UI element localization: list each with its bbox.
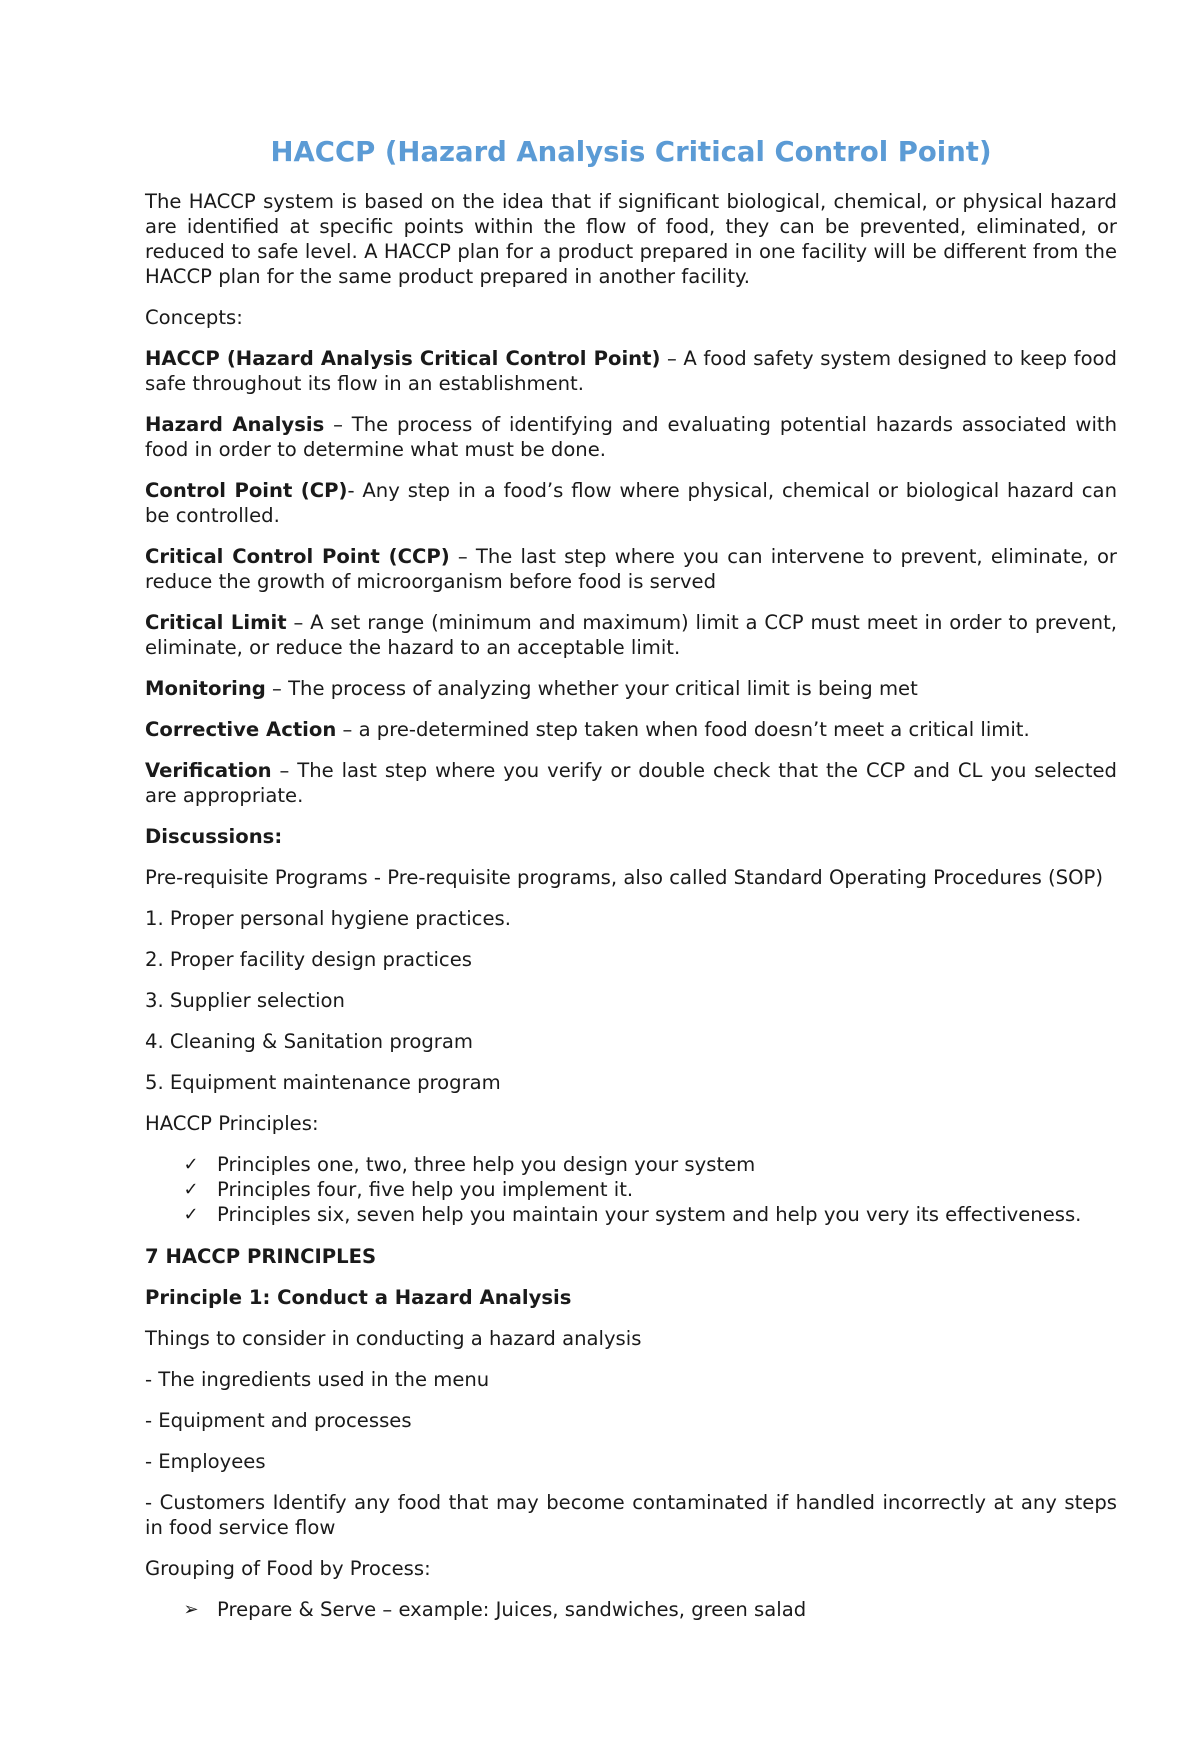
customers-paragraph: - Customers Identify any food that may become contaminated if handled incorrectly at any steps in food service flow — [145, 1491, 1117, 1539]
prerequisite-item: 3. Supplier selection — [145, 989, 345, 1012]
concept-term: Control Point (CP) — [145, 479, 348, 502]
discussions-heading: Discussions: — [145, 825, 283, 848]
concept-definition: – The process of analyzing whether your critical limit is being met — [265, 677, 918, 700]
concept-definition: – The last step where you verify or double check that the CCP and CL you selected are appropriate. — [145, 759, 1117, 807]
concept-haccp — [145, 346, 1117, 396]
concept-definition: – A set range (minimum and maximum) limit a CCP must meet in order to prevent, eliminate, or reduce the hazard to an acceptable limit. — [145, 611, 1117, 659]
concept-monitoring — [145, 676, 1117, 701]
concept-critical-control-point — [145, 544, 1117, 594]
grouping-list — [145, 1597, 1117, 1622]
concept-definition: – A food safety system designed to keep food safe throughout its flow in an establishment. — [145, 347, 1117, 395]
consider-item: - Equipment and processes — [145, 1409, 412, 1432]
concept-definition: - Any step in a food’s flow where physical, chemical or biological hazard can be controlled. — [145, 479, 1117, 527]
intro-paragraph: The HACCP system is based on the idea that if significant biological, chemical, or physical hazard are identified at specific points within the flow of food, they can be prevented, eliminated, or reduced to safe level. A HACCP plan for a product prepared in one facility will be different from the HACCP plan for the same product prepared in another facility. — [145, 190, 1117, 288]
concept-definition: – The process of identifying and evaluating potential hazards associated with food in order to determine what must be done. — [145, 413, 1117, 461]
concept-term: Hazard Analysis — [145, 413, 325, 436]
prerequisite-item: 4. Cleaning & Sanitation program — [145, 1030, 473, 1053]
prerequisite-item: 2. Proper facility design practices — [145, 948, 472, 971]
principles-label: HACCP Principles: — [145, 1112, 319, 1135]
checklist-item — [145, 1202, 1117, 1227]
grouping-text: Prepare & Serve – example: Juices, sandwiches, green salad — [217, 1598, 807, 1621]
checklist-text: Principles six, seven help you maintain your system and help you very its effectiveness. — [217, 1203, 1082, 1226]
concept-critical-limit — [145, 610, 1117, 660]
concepts-label: Concepts: — [145, 306, 243, 329]
principle-1-heading: Principle 1: Conduct a Hazard Analysis — [145, 1286, 572, 1309]
arrow-bullet-icon: ➢ — [183, 1599, 199, 1620]
concept-control-point — [145, 478, 1117, 528]
concept-term: Verification — [145, 759, 272, 782]
concept-term: Monitoring — [145, 677, 266, 700]
concept-term: Corrective Action — [145, 718, 337, 741]
concept-term: HACCP (Hazard Analysis Critical Control Point) — [145, 347, 661, 370]
concept-corrective-action — [145, 717, 1117, 742]
principles-checklist — [145, 1152, 1117, 1227]
concept-verification — [145, 758, 1117, 808]
consider-item: - The ingredients used in the menu — [145, 1368, 490, 1391]
checklist-text: Principles four, five help you implement it. — [217, 1178, 634, 1201]
checkmark-icon: ✓ — [183, 1154, 199, 1175]
prerequisite-paragraph: Pre-requisite Programs - Pre-requisite programs, also called Standard Operating Procedures (SOP) — [145, 866, 1104, 889]
checklist-text: Principles one, two, three help you design your system — [217, 1153, 756, 1176]
checkmark-icon: ✓ — [183, 1179, 199, 1200]
document-title: HACCP (Hazard Analysis Critical Control Point) — [270, 136, 992, 168]
prerequisite-item: 1. Proper personal hygiene practices. — [145, 907, 511, 930]
grouping-item — [145, 1597, 1117, 1622]
checklist-item — [145, 1152, 1117, 1177]
concept-hazard-analysis — [145, 412, 1117, 462]
consider-item: - Employees — [145, 1450, 266, 1473]
grouping-label: Grouping of Food by Process: — [145, 1557, 431, 1580]
prerequisite-item: 5. Equipment maintenance program — [145, 1071, 501, 1094]
concept-term: Critical Limit — [145, 611, 287, 634]
checklist-item — [145, 1177, 1117, 1202]
consider-label: Things to consider in conducting a hazard analysis — [145, 1327, 642, 1350]
document-body — [145, 132, 1117, 1639]
concept-term: Critical Control Point (CCP) — [145, 545, 450, 568]
concept-definition: – The last step where you can intervene to prevent, eliminate, or reduce the growth of microorganism before food is served — [145, 545, 1117, 593]
seven-principles-heading: 7 HACCP PRINCIPLES — [145, 1245, 377, 1268]
concept-definition: – a pre-determined step taken when food doesn’t meet a critical limit. — [336, 718, 1030, 741]
checkmark-icon: ✓ — [183, 1204, 199, 1225]
